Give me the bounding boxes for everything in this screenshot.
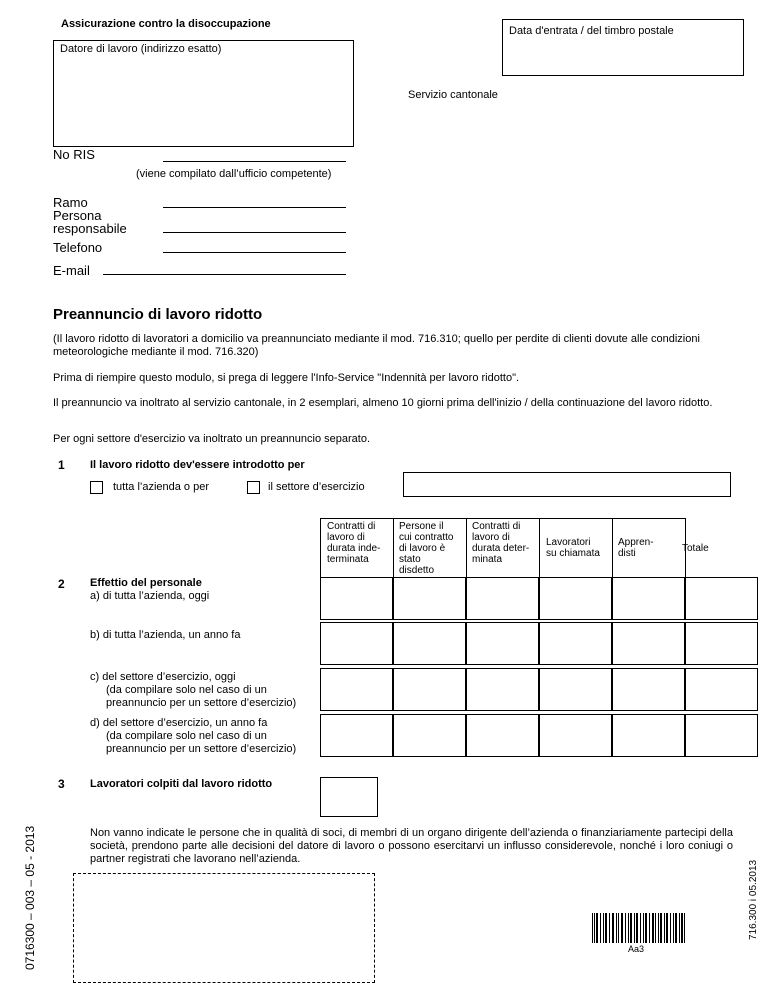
table-row-b bbox=[320, 622, 760, 665]
cell-d-3[interactable] bbox=[466, 714, 539, 757]
cell-a-1[interactable] bbox=[320, 577, 393, 620]
intro-instruction: Prima di riempire questo modulo, si prega di leggere l'Info-Service "Indennità per lavoro ridotto". bbox=[53, 372, 520, 384]
barcode-label: Aa3 bbox=[628, 944, 645, 954]
dashed-stamp-area bbox=[73, 873, 375, 983]
ris-note: (viene compilato dall’ufficio competente) bbox=[136, 168, 332, 180]
section-3-number: 3 bbox=[58, 777, 65, 791]
ris-field[interactable] bbox=[163, 148, 346, 162]
email-field[interactable] bbox=[103, 262, 346, 275]
cell-d-4[interactable] bbox=[539, 714, 612, 757]
insurance-title: Assicurazione contro la disoccupazione bbox=[61, 18, 271, 30]
phone-label: Telefono bbox=[53, 240, 103, 255]
affected-workers-field[interactable] bbox=[320, 777, 378, 817]
cell-b-5[interactable] bbox=[612, 622, 685, 665]
cell-b-total[interactable] bbox=[685, 622, 758, 665]
intro-deadline: Il preannuncio va inoltrato al servizio cantonale, in 2 esemplari, almeno 10 giorni prima dell'inizio / della continuazione del lavoro ridotto. bbox=[53, 397, 713, 409]
table-row-c bbox=[320, 668, 760, 711]
barcode-icon bbox=[592, 913, 686, 943]
row-c-label: c) del settore d’esercizio, oggi (da compilare solo nel caso di un preannuncio per un settore d’esercizio) bbox=[90, 671, 297, 709]
section-2-number: 2 bbox=[58, 577, 65, 591]
person-label: Persona bbox=[53, 208, 102, 223]
intro-sector-note: Per ogni settore d'esercizio va inoltrato un preannuncio separato. bbox=[53, 433, 371, 445]
section-2-title: Effettio del personale bbox=[90, 577, 202, 589]
cell-c-5[interactable] bbox=[612, 668, 685, 711]
employer-label: Datore di lavoro (indirizzo esatto) bbox=[60, 43, 222, 55]
whole-company-checkbox[interactable] bbox=[90, 481, 103, 494]
phone-field[interactable] bbox=[163, 240, 346, 253]
intro-note: (Il lavoro ridotto di lavoratori a domicilio va preannunciato mediante il mod. 716.310; quello per perdite di clienti dovute alle condizioni meteorologiche mediante il mod. 716.320) bbox=[53, 333, 700, 358]
cell-b-3[interactable] bbox=[466, 622, 539, 665]
row-d-label: d) del settore d’esercizio, un anno fa (da compilare solo nel caso di un preannuncio per un settore d’esercizio) bbox=[90, 717, 297, 755]
cantonal-service-label: Servizio cantonale bbox=[408, 89, 498, 101]
email-label: E-mail bbox=[53, 263, 90, 278]
header-fixed-term-contracts: Contratti di lavoro di durata deter- minata bbox=[472, 521, 530, 565]
cell-c-3[interactable] bbox=[466, 668, 539, 711]
cell-a-2[interactable] bbox=[393, 577, 466, 620]
cell-b-1[interactable] bbox=[320, 622, 393, 665]
person-label-2: responsabile bbox=[53, 221, 127, 236]
cell-a-5[interactable] bbox=[612, 577, 685, 620]
header-apprentices: Appren- disti bbox=[618, 537, 654, 559]
sector-label: il settore d’esercizio bbox=[268, 481, 365, 493]
branch-field[interactable] bbox=[163, 195, 346, 208]
section-3-title: Lavoratori colpiti dal lavoro ridotto bbox=[90, 778, 273, 790]
row-a-label: a) di tutta l’azienda, oggi bbox=[90, 590, 210, 602]
row-b-label: b) di tutta l’azienda, un anno fa bbox=[90, 629, 241, 641]
cell-c-2[interactable] bbox=[393, 668, 466, 711]
section-1-title: Il lavoro ridotto dev'essere introdotto per bbox=[90, 459, 305, 471]
cell-d-2[interactable] bbox=[393, 714, 466, 757]
form-title: Preannuncio di lavoro ridotto bbox=[53, 306, 263, 323]
table-row-d bbox=[320, 714, 760, 757]
cell-a-total[interactable] bbox=[685, 577, 758, 620]
cell-c-total[interactable] bbox=[685, 668, 758, 711]
cell-c-1[interactable] bbox=[320, 668, 393, 711]
stamp-label: Data d'entrata / del timbro postale bbox=[509, 25, 674, 37]
cell-a-4[interactable] bbox=[539, 577, 612, 620]
header-total: Totale bbox=[682, 543, 709, 554]
cell-c-4[interactable] bbox=[539, 668, 612, 711]
cell-d-total[interactable] bbox=[685, 714, 758, 757]
section-3-note: Non vanno indicate le persone che in qualità di soci, di membri di un organo dirigente dell’azienda o finanziariamente partecipi della società, prendono parte alle decisioni del datore di lavoro o possono esercitarvi un influsso considerevole, nonché i loro coniugi o partner registrati che lavorano nell’azienda. bbox=[90, 827, 733, 865]
ris-label: No RIS bbox=[53, 147, 95, 162]
sector-name-field[interactable] bbox=[403, 472, 731, 497]
branch-label: Ramo bbox=[53, 195, 88, 210]
whole-company-label: tutta l’azienda o per bbox=[113, 481, 210, 493]
cell-b-4[interactable] bbox=[539, 622, 612, 665]
header-on-call-workers: Lavoratori su chiamata bbox=[546, 537, 600, 559]
cell-d-1[interactable] bbox=[320, 714, 393, 757]
left-form-code: 0716300 – 003 – 05 - 2013 bbox=[23, 825, 37, 970]
right-form-code: 716.300 i 05.2013 bbox=[748, 859, 759, 940]
person-field[interactable] bbox=[163, 220, 346, 233]
section-1-number: 1 bbox=[58, 458, 65, 472]
header-terminated-persons: Persone il cui contratto di lavoro è stato disdetto bbox=[399, 521, 454, 576]
employer-address-box[interactable] bbox=[53, 40, 354, 147]
sector-checkbox[interactable] bbox=[247, 481, 260, 494]
stamp-box[interactable] bbox=[502, 19, 744, 76]
cell-d-5[interactable] bbox=[612, 714, 685, 757]
header-indefinite-contracts: Contratti di lavoro di durata inde- terminata bbox=[327, 521, 381, 565]
cell-b-2[interactable] bbox=[393, 622, 466, 665]
table-row-a bbox=[320, 577, 760, 620]
cell-a-3[interactable] bbox=[466, 577, 539, 620]
